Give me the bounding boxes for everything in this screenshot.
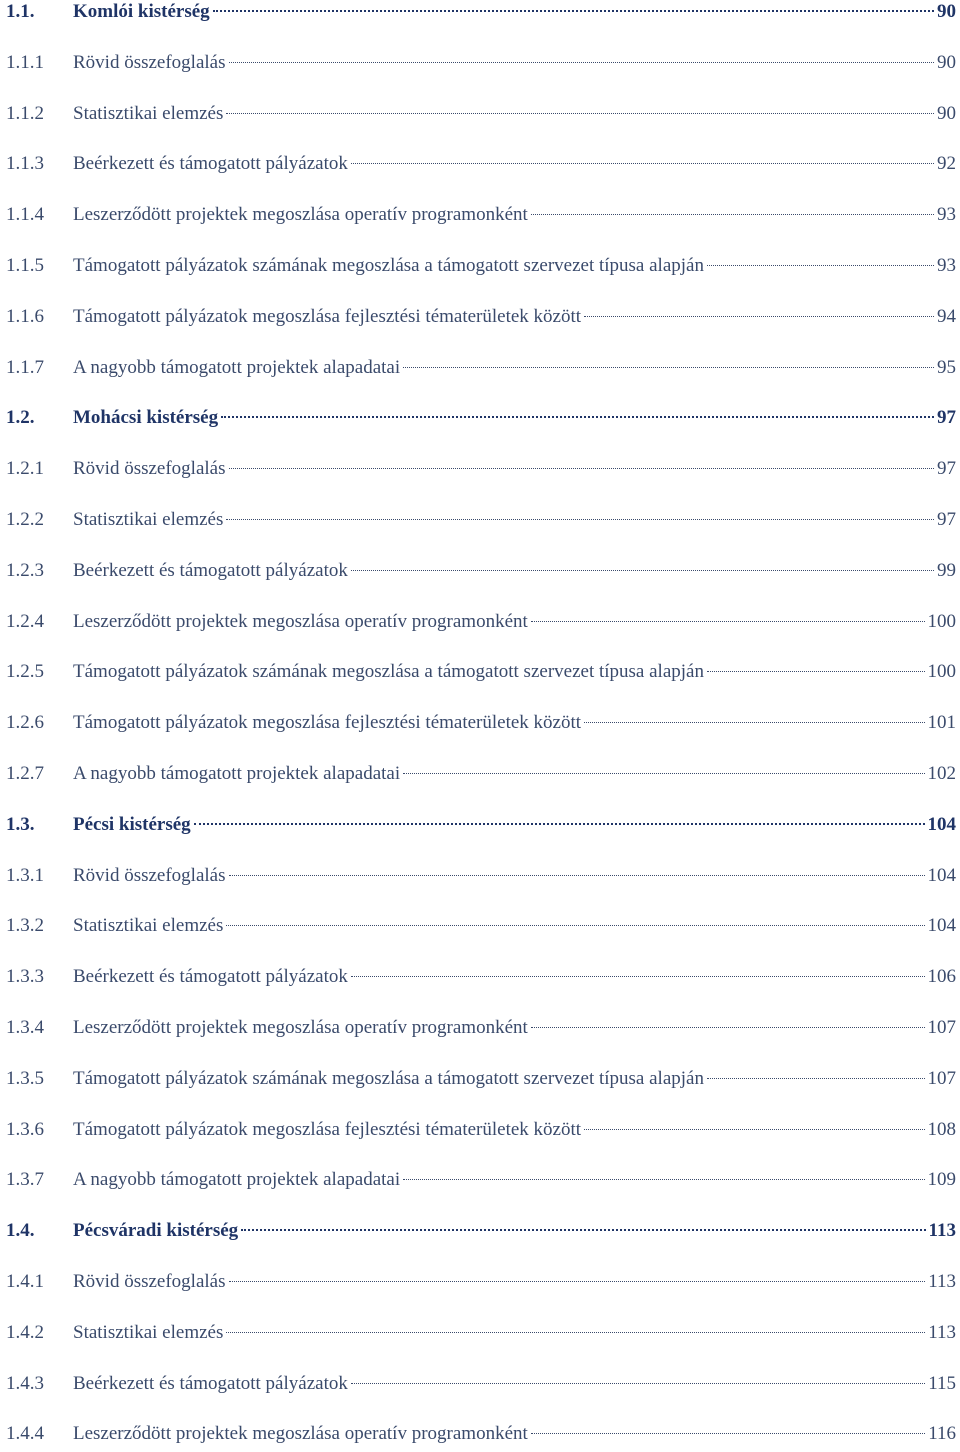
- toc-dot-leader: [213, 10, 934, 12]
- toc-entry-title: Beérkezett és támogatott pályázatok: [73, 559, 348, 581]
- toc-entry-number: 1.1.2: [6, 102, 44, 124]
- toc-entry-page: 113: [928, 1271, 956, 1292]
- toc-dot-leader: [707, 1078, 925, 1079]
- toc-entry-page: 93: [937, 255, 956, 276]
- toc-entry-1-3-6[interactable]: [0, 1115, 956, 1145]
- toc-entry-title: Beérkezett és támogatott pályázatok: [73, 153, 348, 175]
- toc-entry-number: 1.4.1: [6, 1271, 44, 1292]
- toc-dot-leader: [531, 1433, 925, 1434]
- toc-entry-1-4-3[interactable]: [0, 1369, 956, 1399]
- toc-entry-page: 90: [937, 1, 956, 22]
- toc-entry-number: 1.2.4: [6, 610, 44, 632]
- toc-entry-page: 101: [927, 712, 956, 734]
- toc-entry-title: Támogatott pályázatok megoszlása fejlesztési tématerületek között: [73, 712, 582, 734]
- toc-entry-1-2-7[interactable]: [0, 759, 956, 789]
- toc-dot-leader: [707, 671, 925, 672]
- toc-dot-leader: [351, 163, 934, 164]
- toc-entry-page: 99: [937, 559, 956, 581]
- toc-entry-number: 1.1.3: [6, 153, 44, 175]
- toc-entry-number: 1.1.: [6, 1, 35, 22]
- toc-entry-1-4-1[interactable]: [0, 1267, 956, 1297]
- toc-dot-leader: [351, 976, 925, 977]
- toc-entry-1-2[interactable]: [0, 403, 956, 433]
- toc-dot-leader: [221, 416, 934, 418]
- toc-entry-title: Pécsváradi kistérség: [73, 1220, 239, 1242]
- toc-entry-page: 92: [937, 153, 956, 175]
- toc-entry-title: Rövid összefoglalás: [73, 864, 226, 886]
- toc-dot-leader: [584, 722, 924, 723]
- toc-dot-leader: [403, 1179, 924, 1180]
- toc-entry-1-3-1[interactable]: [0, 861, 956, 891]
- toc-entry-1-3-5[interactable]: [0, 1064, 956, 1094]
- toc-dot-leader: [194, 823, 925, 825]
- toc-entry-title: Leszerződött projektek megoszlása operatív programonként: [73, 610, 528, 632]
- toc-entry-1-4-4[interactable]: [0, 1419, 956, 1449]
- toc-entry-1-3-3[interactable]: [0, 962, 956, 992]
- toc-entry-1-1[interactable]: [0, 0, 956, 27]
- toc-entry-number: 1.1.7: [6, 356, 44, 378]
- toc-dot-leader: [226, 519, 934, 520]
- toc-entry-page: 100: [927, 661, 956, 683]
- toc-dot-leader: [351, 570, 934, 571]
- toc-dot-leader: [226, 113, 934, 114]
- toc-entry-number: 1.1.6: [6, 305, 44, 327]
- toc-entry-page: 108: [927, 1118, 956, 1140]
- toc-entry-page: 95: [937, 356, 956, 378]
- toc-entry-1-4-2[interactable]: [0, 1318, 956, 1348]
- toc-entry-1-2-4[interactable]: [0, 607, 956, 637]
- toc-entry-page: 100: [927, 610, 956, 632]
- toc-entry-title: A nagyobb támogatott projektek alapadatai: [73, 763, 401, 784]
- toc-entry-title: Beérkezett és támogatott pályázatok: [73, 966, 348, 988]
- toc-entry-title: Támogatott pályázatok számának megoszlása a támogatott szervezet típusa alapján: [73, 255, 704, 276]
- toc-entry-number: 1.4.4: [6, 1423, 44, 1445]
- toc-entry-page: 113: [928, 1220, 956, 1242]
- toc-entry-title: Statisztikai elemzés: [73, 1321, 224, 1343]
- toc-entry-page: 104: [927, 813, 956, 835]
- toc-dot-leader: [531, 621, 925, 622]
- toc-entry-page: 106: [927, 966, 956, 988]
- toc-entry-number: 1.3.: [6, 813, 35, 835]
- toc-entry-page: 115: [928, 1372, 956, 1394]
- toc-dot-leader: [351, 1383, 925, 1384]
- toc-entry-number: 1.4.2: [6, 1321, 44, 1343]
- toc-dot-leader: [584, 316, 934, 317]
- toc-entry-page: 107: [927, 1067, 956, 1089]
- toc-entry-title: Támogatott pályázatok megoszlása fejlesztési tématerületek között: [73, 1118, 582, 1140]
- toc-entry-page: 104: [927, 915, 956, 937]
- toc-entry-1-2-5[interactable]: [0, 657, 956, 687]
- toc-entry-1-2-3[interactable]: [0, 556, 956, 586]
- toc-dot-leader: [584, 1129, 924, 1130]
- toc-entry-number: 1.1.1: [6, 51, 44, 73]
- toc-entry-page: 94: [937, 305, 956, 327]
- toc-entry-title: Támogatott pályázatok számának megoszlása a támogatott szervezet típusa alapján: [73, 661, 704, 683]
- toc-entry-number: 1.2.3: [6, 559, 44, 581]
- toc-dot-leader: [531, 214, 934, 215]
- toc-entry-1-1-2[interactable]: [0, 99, 956, 129]
- toc-entry-1-2-6[interactable]: [0, 708, 956, 738]
- toc-entry-title: Statisztikai elemzés: [73, 915, 224, 937]
- toc-entry-1-1-6[interactable]: [0, 302, 956, 332]
- toc-entry-title: A nagyobb támogatott projektek alapadatai: [73, 356, 401, 378]
- toc-entry-1-1-5[interactable]: [0, 251, 956, 281]
- toc-entry-number: 1.3.4: [6, 1017, 44, 1038]
- toc-entry-title: Rövid összefoglalás: [73, 1271, 226, 1292]
- toc-entry-title: Leszerződött projektek megoszlása operatív programonként: [73, 1017, 528, 1038]
- toc-entry-page: 107: [927, 1017, 956, 1038]
- toc-dot-leader: [229, 1281, 926, 1282]
- toc-entry-title: Mohácsi kistérség: [73, 407, 219, 429]
- toc-entry-1-3-2[interactable]: [0, 911, 956, 941]
- toc-dot-leader: [226, 1332, 925, 1333]
- toc-entry-title: Statisztikai elemzés: [73, 509, 224, 530]
- toc-dot-leader: [226, 925, 924, 926]
- toc-entry-title: Beérkezett és támogatott pályázatok: [73, 1372, 348, 1394]
- toc-entry-number: 1.3.1: [6, 864, 44, 886]
- toc-entry-number: 1.4.3: [6, 1372, 44, 1394]
- toc-dot-leader: [531, 1027, 925, 1028]
- toc-entry-page: 93: [937, 204, 956, 226]
- toc-dot-leader: [403, 773, 924, 774]
- toc-entry-number: 1.2.: [6, 407, 35, 429]
- toc-entry-1-1-3[interactable]: [0, 149, 956, 179]
- toc-entry-number: 1.1.5: [6, 255, 44, 276]
- toc-entry-number: 1.3.2: [6, 915, 44, 937]
- toc-entry-title: Rövid összefoglalás: [73, 51, 226, 73]
- toc-dot-leader: [229, 468, 934, 469]
- toc-dot-leader: [229, 875, 925, 876]
- toc-entry-title: Pécsi kistérség: [73, 813, 191, 835]
- toc-entry-title: Leszerződött projektek megoszlása operatív programonként: [73, 204, 528, 226]
- toc-entry-page: 104: [927, 864, 956, 886]
- toc-entry-title: Támogatott pályázatok megoszlása fejlesztési tématerületek között: [73, 305, 582, 327]
- toc-entry-1-3-7[interactable]: [0, 1165, 956, 1195]
- toc-entry-1-4[interactable]: [0, 1216, 956, 1246]
- toc-entry-page: 90: [937, 51, 956, 73]
- toc-entry-title: A nagyobb támogatott projektek alapadatai: [73, 1169, 401, 1191]
- toc-entry-title: Támogatott pályázatok számának megoszlása a támogatott szervezet típusa alapján: [73, 1067, 704, 1089]
- toc-entry-page: 109: [927, 1169, 956, 1191]
- toc-entry-page: 116: [928, 1423, 956, 1445]
- toc-entry-title: Komlói kistérség: [73, 1, 210, 22]
- toc-entry-page: 90: [937, 102, 956, 124]
- toc-entry-page: 113: [928, 1321, 956, 1343]
- toc-entry-page: 102: [927, 763, 956, 784]
- toc-entry-page: 97: [937, 509, 956, 530]
- toc-dot-leader: [229, 62, 934, 63]
- toc-entry-number: 1.3.7: [6, 1169, 44, 1191]
- toc-entry-number: 1.2.5: [6, 661, 44, 683]
- toc-entry-number: 1.4.: [6, 1220, 35, 1242]
- toc-dot-leader: [403, 367, 934, 368]
- toc-entry-number: 1.2.7: [6, 763, 44, 784]
- toc-entry-title: Leszerződött projektek megoszlása operatív programonként: [73, 1423, 528, 1445]
- toc-entry-1-1-7[interactable]: [0, 353, 956, 383]
- toc-entry-page: 97: [937, 458, 956, 480]
- toc-entry-1-2-1[interactable]: [0, 454, 956, 484]
- toc-entry-number: 1.1.4: [6, 204, 44, 226]
- toc-entry-1-3[interactable]: [0, 810, 956, 840]
- toc-entry-1-1-1[interactable]: [0, 48, 956, 78]
- toc-entry-1-2-2[interactable]: [0, 505, 956, 535]
- toc-entry-1-1-4[interactable]: [0, 200, 956, 230]
- toc-entry-page: 97: [937, 407, 956, 429]
- toc-entry-number: 1.3.5: [6, 1067, 44, 1089]
- toc-dot-leader: [241, 1229, 925, 1231]
- toc-entry-title: Rövid összefoglalás: [73, 458, 226, 480]
- toc-entry-number: 1.2.6: [6, 712, 44, 734]
- toc-entry-1-3-4[interactable]: [0, 1013, 956, 1043]
- toc-entry-number: 1.2.1: [6, 458, 44, 480]
- toc-entry-number: 1.3.6: [6, 1118, 44, 1140]
- toc-entry-number: 1.3.3: [6, 966, 44, 988]
- toc-dot-leader: [707, 265, 934, 266]
- toc-entry-title: Statisztikai elemzés: [73, 102, 224, 124]
- toc-entry-number: 1.2.2: [6, 509, 44, 530]
